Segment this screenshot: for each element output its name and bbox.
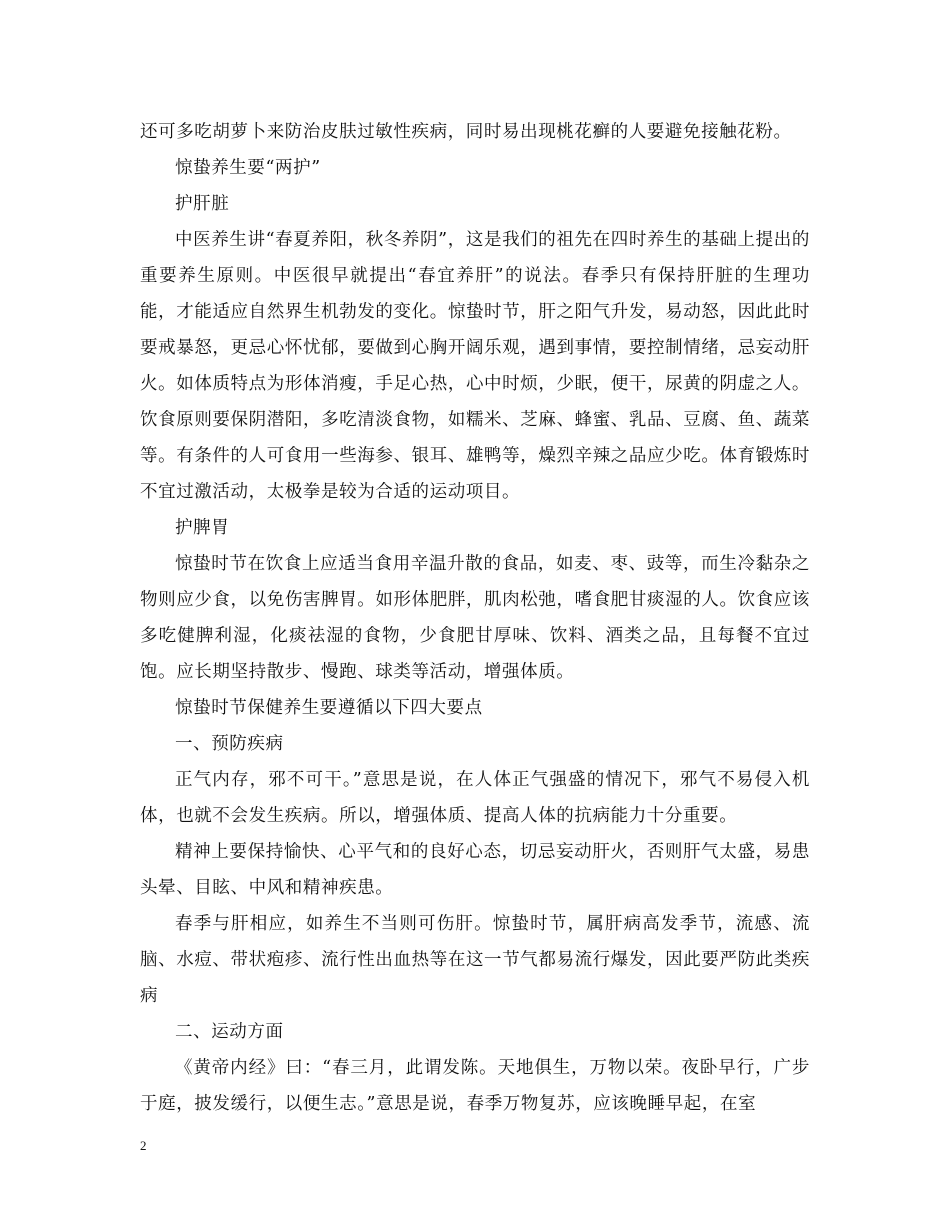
section-heading: 惊蛰养生要“两护” [175,158,321,178]
document-body [140,114,810,1122]
subheading: 护肝脏 [175,194,230,214]
subheading: 二、运动方面 [175,1022,284,1042]
page-number: 2 [140,1138,147,1153]
paragraph: 中医养生讲“春夏养阳，秋冬养阴”，这是我们的祖先在四时养生的基础上提出的重要养生原则。中医很早就提出“春宜养肝”的说法。春季只有保持肝脏的生理功能，才能适应自然界生机勃发的变化。惊蛰时节，肝之阳气升发，易动怒，因此此时要戒暴怒，更忌心怀忧郁，要做到心胸开阔乐观，遇到事情，要控制情绪，忌妄动肝火。如体质特点为形体消瘦，手足心热，心中时烦，少眠，便干，尿黄的阴虚之人。饮食原则要保阴潜阳，多吃清淡食物，如糯米、芝麻、蜂蜜、乳品、豆腐、鱼、蔬菜等。有条件的人可食用一些海参、银耳、雄鸭等，燥烈辛辣之品应少吃。体育锻炼时不宜过激活动，太极拳是较为合适的运动项目。 [140,230,810,502]
paragraph: 惊蛰时节在饮食上应适当食用辛温升散的食品，如麦、枣、豉等，而生冷黏杂之物则应少食，以免伤害脾胃。如形体肥胖，肌肉松弛，嗜食肥甘痰湿的人。饮食应该多吃健脾利湿，化痰祛湿的食物，少食肥甘厚味、饮料、酒类之品，且每餐不宜过饱。应长期坚持散步、慢跑、球类等活动，增强体质。 [140,554,810,682]
paragraph: 正气内存，邪不可干。”意思是说，在人体正气强盛的情况下，邪气不易侵入机体，也就不会发生疾病。所以，增强体质、提高人体的抗病能力十分重要。 [140,770,810,826]
subheading: 一、预防疾病 [175,734,284,754]
paragraph: 春季与肝相应，如养生不当则可伤肝。惊蛰时节，属肝病高发季节，流感、流脑、水痘、带状疱疹、流行性出血热等在这一节气都易流行爆发，因此要严防此类疾病 [140,914,810,1006]
subheading: 护脾胃 [175,518,230,538]
section-heading: 惊蛰时节保健养生要遵循以下四大要点 [175,698,483,718]
paragraph: 还可多吃胡萝卜来防治皮肤过敏性疾病，同时易出现桃花癣的人要避免接触花粉。 [140,122,792,142]
paragraph: 《黄帝内经》曰：“春三月，此谓发陈。天地俱生，万物以荣。夜卧早行，广步于庭，披发缓行，以便生志。”意思是说，春季万物复苏，应该晚睡早起，在室 [140,1058,810,1114]
paragraph: 精神上要保持愉快、心平气和的良好心态，切忌妄动肝火，否则肝气太盛，易患头晕、目眩、中风和精神疾患。 [140,842,810,898]
